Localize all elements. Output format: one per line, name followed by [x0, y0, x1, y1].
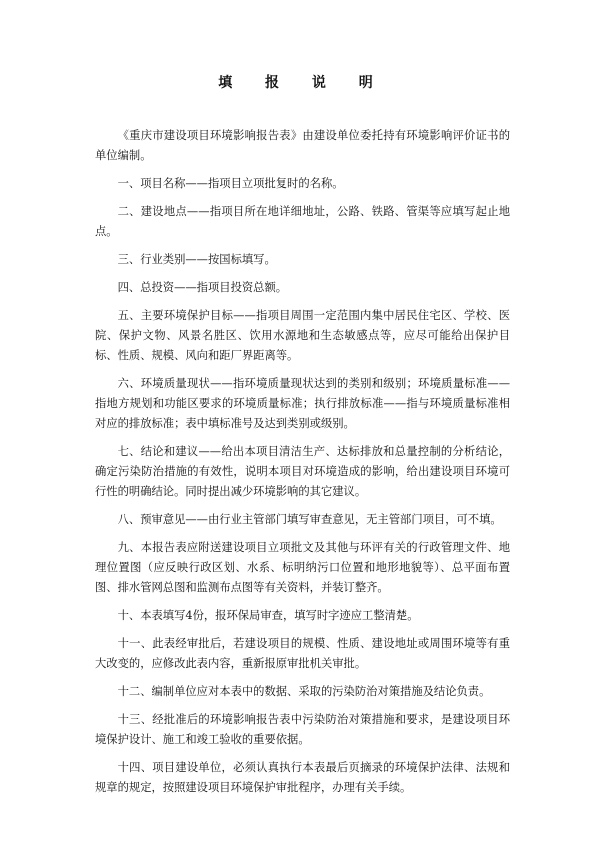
instructions-body — [95, 126, 510, 798]
paragraph-item-2: 二、建设地点——指项目所在地详细地址，公路、铁路、管渠等应填写起止地点。 — [95, 205, 510, 238]
paragraph-item-9: 九、本报告表应附送建设项目立项批文及其他与环评有关的行政管理文件、地理位置图（应反映行政区划、水系、标明纳污口位置和地形地貌等）、总平面布置图、排水管网总图和监测布点图等有关资料，并装订整齐。 — [95, 541, 510, 594]
paragraph-item-8: 八、预审意见——由行业主管部门填写审查意见，无主管部门项目，可不填。 — [117, 513, 502, 526]
paragraph-intro: 《重庆市建设项目环境影响报告表》由建设单位委托持有环境影响评价证书的单位编制。 — [95, 129, 510, 162]
page-title: 填 报 说 明 — [218, 75, 387, 91]
paragraph-item-1: 一、项目名称——指项目立项批复时的名称。 — [117, 177, 344, 190]
paragraph-item-7: 七、结论和建议——给出本项目清洁生产、达标排放和总量控制的分析结论，确定污染防治措施的有效性，说明本项目对环境造成的影响，给出建设项目环境可行性的明确结论。同时提出减少环境影响的其它建议。 — [95, 445, 510, 498]
paragraph-item-14: 十四、项目建设单位，必须认真执行本表最后页摘录的环境保护法律、法规和规章的规定，按照建设项目环境保护审批程序，办理有关手续。 — [95, 761, 510, 794]
paragraph-item-4: 四、总投资——指项目投资总额。 — [117, 281, 288, 294]
paragraph-item-5: 五、主要环境保护目标——指项目周围一定范围内集中居民住宅区、学校、医院、保护文物、风景名胜区、饮用水源地和生态敏感点等，应尽可能给出保护目标、性质、规模、风向和距厂界距离等。 — [95, 309, 510, 362]
paragraph-item-10: 十、本表填写4份，报环保局审查，填写时字迹应工整清楚。 — [117, 609, 419, 622]
paragraph-item-6: 六、环境质量现状——指环境质量现状达到的类别和级别；环境质量标准——指地方规划和功能区要求的环境质量标准；执行排放标准——指与环境质量标准相对应的排放标准；表中填标准号及达到类别或级别。 — [95, 377, 510, 430]
paragraph-item-11: 十一、此表经审批后，若建设项目的规模、性质、建设地址或周围环境等有重大改变的，应修改此表内容，重新报原审批机关审批。 — [95, 637, 510, 670]
paragraph-item-3: 三、行业类别——按国标填写。 — [117, 253, 276, 266]
paragraph-item-12: 十二、编制单位应对本表中的数据、采取的污染防治对策措施及结论负责。 — [117, 685, 491, 698]
paragraph-item-13: 十三、经批准后的环境影响报告表中污染防治对策措施和要求，是建设项目环境保护设计、施工和竣工验收的重要依据。 — [95, 713, 510, 746]
